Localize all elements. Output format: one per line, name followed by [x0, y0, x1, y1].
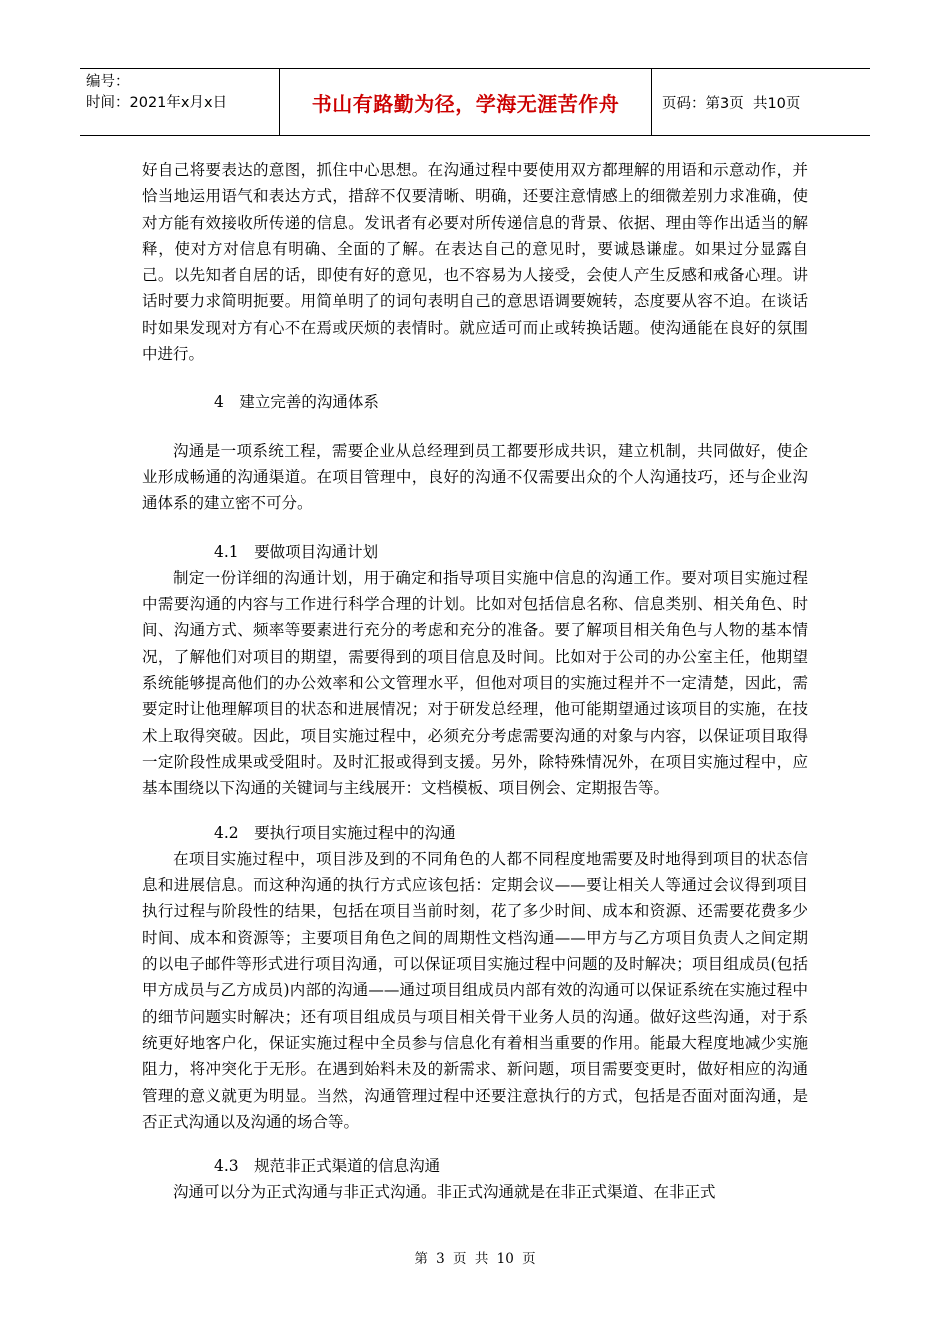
- paragraph: 在项目实施过程中，项目涉及到的不同角色的人都不同程度地需要及时地得到项目的状态信息和进展信息。而这种沟通的执行方式应该包括：定期会议——要让相关人等通过会议得到项目执行过程与阶段性的结果，包括在项目当前时刻，花了多少时间、成本和资源、还需要花费多少时间、成本和资源等；主要项目角色之间的周期性文档沟通——甲方与乙方项目负责人之间定期的以电子邮件等形式进行项目沟通，可以保证项目实施过程中问题的及时解决；项目组成员(包括甲方成员与乙方成员)内部的沟通——通过项目组成员内部有效的沟通可以保证系统在实施过程中的细节问题实时解决；还有项目组成员与项目相关骨干业务人员的沟通。做好这些沟通，对于系统更好地客户化，保证实施过程中全员参与信息化有着相当重要的作用。能最大程度地减少实施阻力，将冲突化于无形。在遇到始料未及的新需求、新问题，项目需要变更时，做好相应的沟通管理的意义就更为明显。当然，沟通管理过程中还要注意执行的方式，包括是否面对面沟通，是否正式沟通以及沟通的场合等。: [142, 849, 808, 1131]
- footer-page-number: 第 3 页 共 10 页: [414, 1251, 536, 1267]
- document-number-label: 编号：: [86, 74, 130, 90]
- document-body: [142, 157, 808, 1206]
- section-heading-4: 4 建立完善的沟通体系: [214, 393, 379, 412]
- header-motto: 书山有路勤为径，学海无涯苦作舟: [280, 69, 652, 135]
- paragraph: 沟通是一项系统工程，需要企业从总经理到员工都要形成共识，建立机制，共同做好，使企业形成畅通的沟通渠道。在项目管理中，良好的沟通不仅需要出众的个人沟通技巧，还与企业沟通体系的建立密不可分。: [142, 441, 808, 513]
- section-heading-4-2: 4.2 要执行项目实施过程中的沟通: [214, 823, 456, 842]
- page-label: 页码：: [662, 95, 706, 112]
- section-heading-4-3: 4.3 规范非正式渠道的信息沟通: [214, 1157, 441, 1176]
- section-heading-4-1: 4.1 要做项目沟通计划: [214, 542, 379, 561]
- header-page-number: [652, 69, 870, 135]
- document-date: 时间：2021年x月x日: [86, 95, 228, 111]
- header-meta: [80, 69, 280, 135]
- paragraph: 制定一份详细的沟通计划，用于确定和指导项目实施中信息的沟通工作。要对项目实施过程中需要沟通的内容与工作进行科学合理的计划。比如对包括信息名称、信息类别、相关角色、时间、沟通方式、频率等要素进行充分的考虑和充分的准备。要了解项目相关角色与人物的基本情况，了解他们对项目的期望，需要得到的项目信息及时间。比如对于公司的办公室主任，他期望系统能够提高他们的办公效率和公文管理水平，但他对项目的实施过程并不一定清楚，因此，需要定时让他理解项目的状态和进展情况；对于研发总经理，他可能期望通过该项目的实施，在技术上取得突破。因此，项目实施过程中，必须充分考虑需要沟通的对象与内容，以保证项目取得一定阶段性成果或受阻时。及时汇报或得到支援。另外，除特殊情况外，在项目实施过程中，应基本围绕以下沟通的关键词与主线展开：文档模板、项目例会、定期报告等。: [142, 568, 808, 798]
- page-footer: [0, 1247, 950, 1267]
- paragraph: 沟通可以分为正式沟通与非正式沟通。非正式沟通就是在非正式渠道、在非正式: [173, 1183, 716, 1202]
- page-header: [80, 68, 870, 136]
- page-info: 第3页 共10页: [705, 95, 801, 112]
- paragraph: 好自己将要表达的意图，抓住中心思想。在沟通过程中要使用双方都理解的用语和示意动作，并恰当地运用语气和表达方式，措辞不仅要清晰、明确，还要注意情感上的细微差别力求准确，使对方能有效接收所传递的信息。发讯者有必要对所传递信息的背景、依据、理由等作出适当的解释，使对方对信息有明确、全面的了解。在表达自己的意见时，要诚恳谦虚。如果过分显露自己。以先知者自居的话，即使有好的意见，也不容易为人接受，会使人产生反感和戒备心理。讲话时要力求简明扼要。用简单明了的词句表明自己的意思语调要婉转，态度要从容不迫。在谈话时如果发现对方有心不在焉或厌烦的表情时。就应适可而止或转换话题。使沟通能在良好的氛围中进行。: [142, 161, 808, 364]
